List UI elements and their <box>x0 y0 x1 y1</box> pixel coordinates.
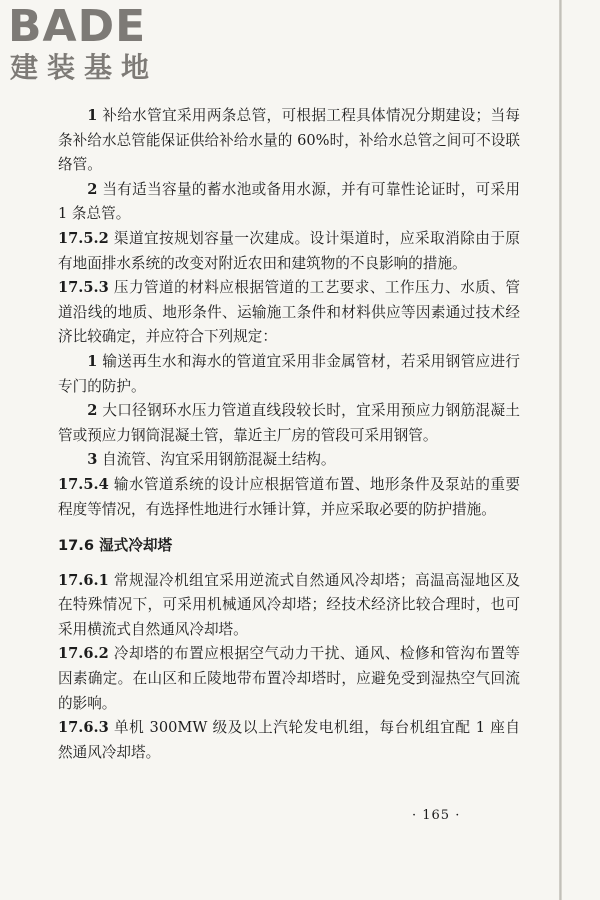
paragraph-item-2b <box>58 399 520 448</box>
paragraph-item-2 <box>58 178 520 227</box>
paragraph-text: 输送再生水和海水的管道宜采用非金属管材，若采用钢管应进行专门的防护。 <box>58 352 520 395</box>
section-heading: 17.6 湿式冷却塔 <box>58 537 173 555</box>
paragraph-text: 冷却塔的布置应根据空气动力干扰、通风、检修和管沟布置等因素确定。在山区和丘陵地带布置冷却塔时，应避免受到湿热空气回流的影响。 <box>58 645 520 712</box>
item-number: 2 <box>87 402 98 420</box>
clause-17-5-2 <box>58 227 520 276</box>
clause-number: 17.5.2 <box>58 229 109 247</box>
clause-number: 17.5.3 <box>58 279 109 297</box>
clause-17-6-1 <box>58 569 520 643</box>
paragraph-item-1 <box>58 104 520 178</box>
paragraph-text: 常规湿冷机组宜采用逆流式自然通风冷却塔；高温高湿地区及在特殊情况下，可采用机械通风冷却塔；经技术经济比较合理时，也可采用横流式自然通风冷却塔。 <box>58 571 520 638</box>
paragraph-text: 补给水管宜采用两条总管，可根据工程具体情况分期建设；当每条补给水总管能保证供给补给水量的 60%时，补给水总管之间可不设联络管。 <box>58 107 520 174</box>
document-body <box>58 104 520 765</box>
item-number: 3 <box>87 451 98 469</box>
clause-number: 17.6.2 <box>58 645 109 663</box>
page-edge <box>559 0 562 900</box>
clause-number: 17.6.3 <box>58 719 109 737</box>
paragraph-text: 自流管、沟宜采用钢筋混凝土结构。 <box>97 451 336 469</box>
item-number: 2 <box>87 180 98 198</box>
clause-17-6-2 <box>58 642 520 716</box>
clause-17-5-3 <box>58 276 520 350</box>
clause-17-5-4 <box>58 473 520 522</box>
paragraph-text: 当有适当容量的蓄水池或备用水源，并有可靠性论证时，可采用 1 条总管。 <box>58 180 520 223</box>
watermark-logo <box>8 1 159 84</box>
paragraph-item-1b <box>58 350 520 399</box>
item-number: 1 <box>87 352 98 370</box>
paragraph-text: 压力管道的材料应根据管道的工艺要求、工作压力、水质、管道沿线的地质、地形条件、运输施工条件和材料供应等因素通过技术经济比较确定，并应符合下列规定： <box>58 279 520 346</box>
clause-number: 17.6.1 <box>58 571 109 589</box>
paragraph-text: 输水管道系统的设计应根据管道布置、地形条件及泵站的重要程度等情况，有选择性地进行水锤计算，并应采取必要的防护措施。 <box>58 475 520 518</box>
logo-chinese-text: 建装基地 <box>10 51 159 84</box>
page-number: · 165 · <box>412 808 461 823</box>
clause-number: 17.5.4 <box>58 475 109 493</box>
paragraph-text: 渠道宜按规划容量一次建成。设计渠道时，应采取消除由于原有地面排水系统的改变对附近农田和建筑物的不良影响的措施。 <box>58 229 520 272</box>
paragraph-text: 大口径钢环水压力管道直线段较长时，宜采用预应力钢筋混凝土管或预应力钢筒混凝土管，靠近主厂房的管段可采用钢管。 <box>58 402 520 444</box>
clause-17-6-3 <box>58 716 520 765</box>
paragraph-text: 单机 300MW 级及以上汽轮发电机组，每台机组宜配 1 座自然通风冷却塔。 <box>58 719 520 761</box>
paragraph-item-3b <box>58 448 520 473</box>
logo-latin-text: BADE <box>8 1 147 52</box>
item-number: 1 <box>87 107 98 124</box>
